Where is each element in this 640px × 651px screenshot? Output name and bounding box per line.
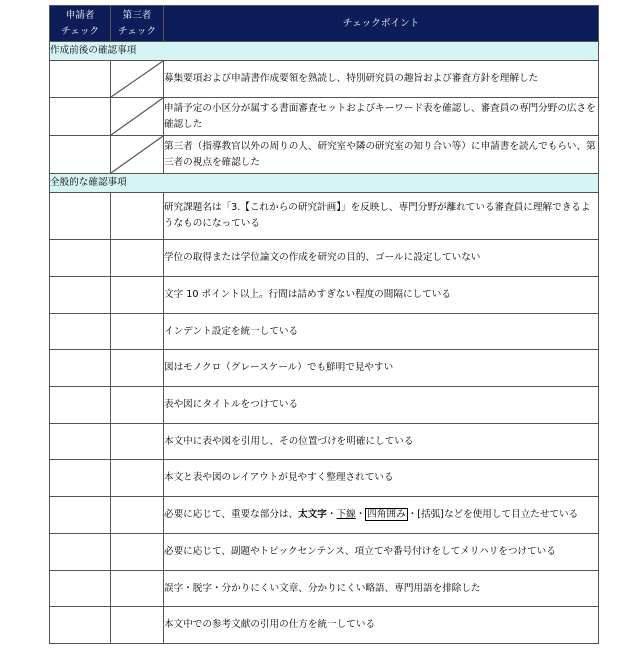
header-applicant-check — [50, 6, 111, 42]
third-party-check-cell[interactable] — [111, 424, 164, 460]
text-plain: 必要に応じて、重要な部分は、 — [164, 509, 299, 520]
third-party-check-cell[interactable] — [111, 387, 164, 424]
table-row — [50, 314, 599, 350]
table-row — [50, 497, 599, 534]
diagonal-slash-icon — [111, 98, 163, 135]
checkpoint-text: 第三者（指導教官以外の周りの人、研究室や隣の研究室の知り合い等）に申請書を読んでもらい、第三者の視点を確認した — [164, 136, 599, 174]
text-boxed-example: 四角囲み — [367, 509, 406, 520]
checkpoint-text: インデント設定を統一している — [164, 314, 599, 350]
text-underline-example: 下線 — [336, 509, 356, 520]
third-party-check-cell[interactable] — [111, 350, 164, 387]
text-bracket-example: [括弧] — [417, 509, 444, 520]
applicant-check-cell[interactable] — [50, 571, 111, 607]
applicant-check-cell[interactable] — [50, 424, 111, 460]
third-party-check-cell[interactable] — [111, 534, 164, 571]
checkpoint-text: 文字 10 ポイント以上。行間は詰めすぎない程度の間隔にしている — [164, 277, 599, 314]
checkpoint-text: 募集要項および申請書作成要領を熟読し、特別研究員の趣旨および審査方針を理解した — [164, 61, 599, 98]
third-party-check-cell-na — [111, 136, 164, 174]
applicant-check-cell[interactable] — [50, 607, 111, 644]
third-party-check-cell[interactable] — [111, 193, 164, 240]
header-row — [50, 6, 599, 42]
text-separator: ・ — [326, 509, 337, 520]
third-party-check-cell[interactable] — [111, 240, 164, 277]
third-party-check-cell[interactable] — [111, 607, 164, 644]
applicant-check-cell[interactable] — [50, 387, 111, 424]
applicant-check-cell[interactable] — [50, 98, 111, 136]
checklist-table — [49, 5, 599, 644]
table-row — [50, 240, 599, 277]
table-row — [50, 193, 599, 240]
third-party-check-cell-na — [111, 98, 164, 136]
third-party-check-cell[interactable] — [111, 571, 164, 607]
checkpoint-text: 学位の取得または学位論文の作成を研究の目的、ゴールに設定していない — [164, 240, 599, 277]
applicant-check-cell[interactable] — [50, 136, 111, 174]
checkpoint-text: 本文中での参考文献の引用の仕方を統一している — [164, 607, 599, 644]
table-row — [50, 350, 599, 387]
table-row — [50, 460, 599, 497]
header-third-party-label: 第三者 チェック — [117, 9, 157, 37]
text-bold-example: 太文字 — [298, 509, 327, 520]
applicant-check-cell[interactable] — [50, 314, 111, 350]
applicant-check-cell[interactable] — [50, 240, 111, 277]
text-separator: ・ — [407, 509, 418, 520]
table-row — [50, 387, 599, 424]
section-row — [50, 174, 599, 193]
applicant-check-cell[interactable] — [50, 534, 111, 571]
section-title: 全般的な確認事項 — [50, 174, 599, 193]
applicant-check-cell[interactable] — [50, 460, 111, 497]
header-applicant-label: 申請者 チェック — [60, 9, 100, 37]
table-row — [50, 277, 599, 314]
section-title: 作成前後の確認事項 — [50, 42, 599, 61]
checkpoint-text: 誤字・脱字・分かりにくい文章、分かりにくい略語、専門用語を排除した — [164, 571, 599, 607]
applicant-check-cell[interactable] — [50, 350, 111, 387]
diagonal-slash-icon — [111, 136, 163, 173]
header-checkpoint: チェックポイント — [164, 6, 599, 42]
applicant-check-cell[interactable] — [50, 193, 111, 240]
checkpoint-text: 表や図にタイトルをつけている — [164, 387, 599, 424]
checkpoint-text: 本文と表や図のレイアウトが見やすく整理されている — [164, 460, 599, 497]
section-row — [50, 42, 599, 61]
table-row — [50, 61, 599, 98]
checklist-body — [50, 42, 599, 644]
text-plain: などを使用して目立たせている — [443, 509, 579, 520]
third-party-check-cell-na — [111, 61, 164, 98]
table-row — [50, 607, 599, 644]
checkpoint-text: 必要に応じて、副題やトピックセンテンス、項立てや番号付けをしてメリハリをつけている — [164, 534, 599, 571]
third-party-check-cell[interactable] — [111, 497, 164, 534]
table-row — [50, 571, 599, 607]
table-row — [50, 136, 599, 174]
third-party-check-cell[interactable] — [111, 460, 164, 497]
applicant-check-cell[interactable] — [50, 61, 111, 98]
text-separator: ・ — [355, 509, 366, 520]
table-row — [50, 424, 599, 460]
checkpoint-text: 研究課題名は「3.【これからの研究計画】」を反映し、専門分野が離れている審査員に理解できるようなものになっている — [164, 193, 599, 240]
table-row — [50, 98, 599, 136]
third-party-check-cell[interactable] — [111, 314, 164, 350]
checkpoint-text: 申請予定の小区分が属する書面審査セットおよびキーワード表を確認し、審査員の専門分野の広さを確認した — [164, 98, 599, 136]
applicant-check-cell[interactable] — [50, 497, 111, 534]
header-third-party-check — [111, 6, 164, 42]
checkpoint-text: 図はモノクロ（グレースケール）でも鮮明で見やすい — [164, 350, 599, 387]
applicant-check-cell[interactable] — [50, 277, 111, 314]
checkpoint-text — [164, 497, 599, 534]
table-row — [50, 534, 599, 571]
checkpoint-text: 本文中に表や図を引用し、その位置づけを明確にしている — [164, 424, 599, 460]
third-party-check-cell[interactable] — [111, 277, 164, 314]
diagonal-slash-icon — [111, 61, 163, 97]
